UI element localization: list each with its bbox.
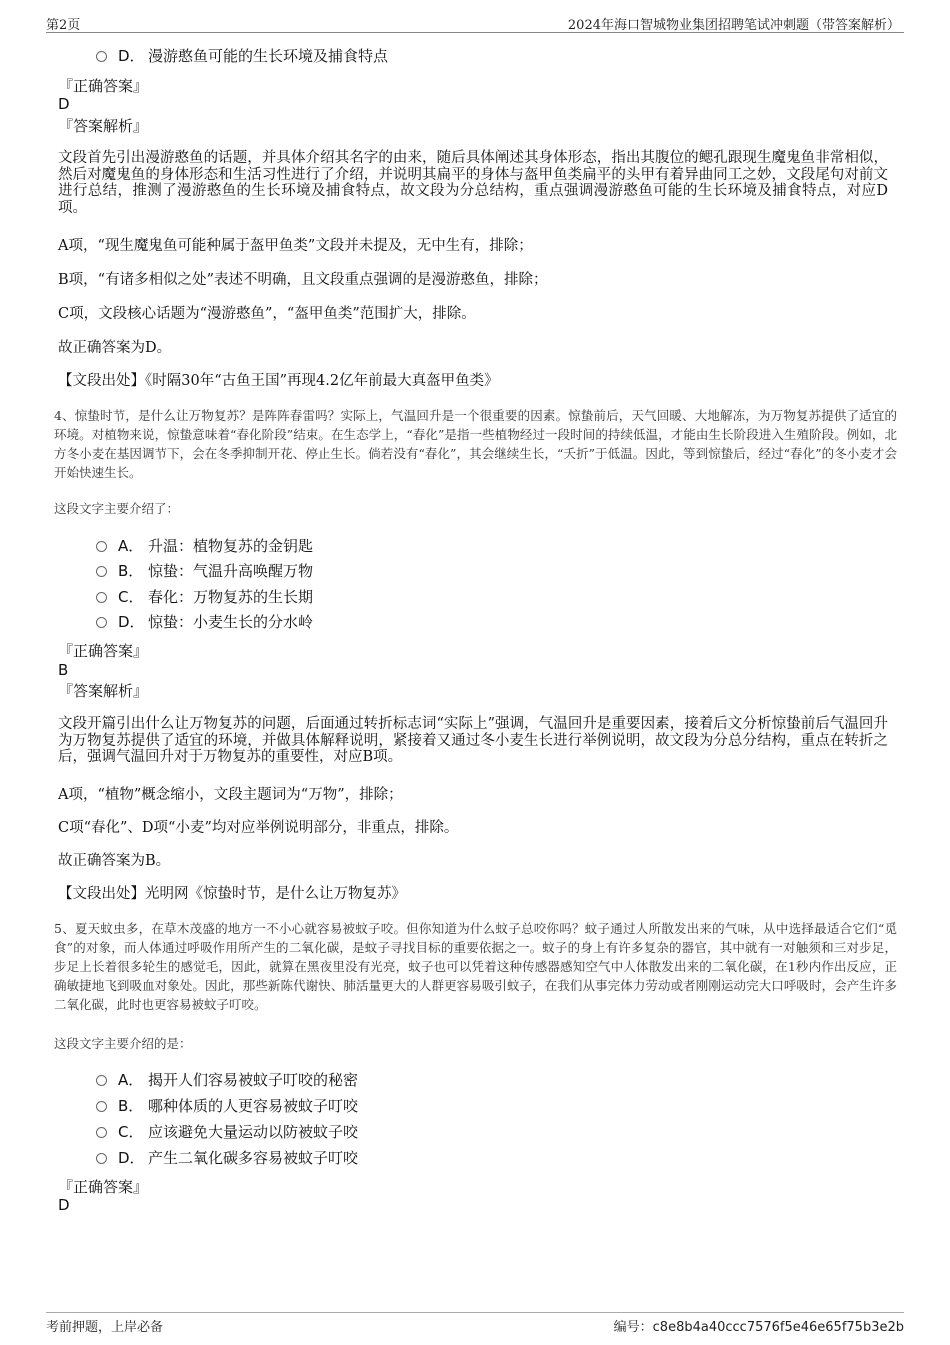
q4-option-a[interactable]: A． 升温：植物复苏的金钥匙 [96, 535, 313, 557]
radio-icon[interactable] [96, 541, 107, 552]
q5-question-text: 5、夏天蚊虫多，在草木茂盛的地方一不小心就容易被蚊子咬。但你知道为什么蚊子总咬你吗？蚊子通过人所散发出来的气味，从中选择最适合它们“觅食”的对象，而人体通过呼吸作用所产生的二氧化碳，是蚊子寻找目标的重要依据之一。蚊子的身上有许多复杂的器官，其中就有一对触须和三对步足，步足上长着很多轮生的感觉毛，因此，就算在黑夜里没有光亮，蚊子也可以凭着这种传感器感知空气中人体散发出来的二氧化碳，在1秒内作出反应，正确敏捷地飞到吸血对象处。因此，那些新陈代谢快、肺活量更大的人群更容易吸引蚊子，在我们从事完体力劳动或者刚刚运动完大口呼吸时，会产生许多二氧化碳，此时也更容易被蚊子叮咬。 [54, 921, 897, 1012]
q5-prompt: 这段文字主要介绍的是： [54, 1036, 192, 1051]
q3-answer-label: 『正确答案』 [58, 77, 149, 95]
footer-slogan: 考前押题，上岸必备 [46, 1320, 164, 1335]
q5-answer: D [58, 1196, 70, 1214]
q4-analysis-label: 『答案解析』 [58, 682, 149, 700]
q3-option-d[interactable]: D． 漫游憨鱼可能的生长环境及捕食特点 [96, 45, 388, 67]
q5-option-b[interactable]: B． 哪种体质的人更容易被蚊子叮咬 [96, 1095, 358, 1117]
document-id [614, 1316, 904, 1335]
page-header [46, 14, 904, 33]
q3-source: 【文段出处】《时隔30年“古鱼王国”再现4.2亿年前最大真盔甲鱼类》 [58, 373, 499, 389]
document-title: 2024年海口智城物业集团招聘笔试冲刺题（带答案解析） [567, 18, 900, 33]
q3-analysis-b: B项，“有诸多相似之处”表述不明确，且文段重点强调的是漫游憨鱼，排除； [58, 272, 548, 288]
radio-icon[interactable] [96, 592, 107, 603]
document-id-label: 编号： [613, 1320, 653, 1335]
q4-answer: B [58, 661, 69, 679]
q5-answer-label: 『正确答案』 [58, 1178, 149, 1196]
q3-analysis-c: C项，文段核心话题为“漫游憨鱼”，“盔甲鱼类”范围扩大，排除。 [58, 306, 476, 322]
q4-analysis: 文段开篇引出什么让万物复苏的问题，后面通过转折标志词“实际上”强调，气温回升是重要因素，接着后文分析惊蛰前后气温回升为万物复苏提供了适宜的环境，并做具体解释说明，紧接着又通过冬小麦生长进行举例说明，故文段为分总分结构，重点在转折之后，强调气温回升对于万物复苏的重要性，对应B项。 [58, 716, 888, 765]
radio-icon[interactable] [96, 1075, 107, 1086]
q4-analysis-cd: C项“春化”、D项“小麦”均对应举例说明部分，非重点，排除。 [58, 820, 459, 836]
q3-analysis-a: A项，“现生魔鬼鱼可能种属于盔甲鱼类”文段并未提及，无中生有，排除； [58, 238, 533, 254]
q5-option-a[interactable]: A． 揭开人们容易被蚊子叮咬的秘密 [96, 1069, 358, 1091]
q3-analysis-label: 『答案解析』 [58, 117, 149, 135]
page-number: 第2页 [46, 18, 81, 33]
page-footer [46, 1312, 904, 1337]
q4-conclusion: 故正确答案为B。 [58, 853, 171, 869]
document-id-value: c8e8b4a40ccc7576f5e46e65f75b3e2b [652, 1320, 904, 1335]
q3-conclusion: 故正确答案为D。 [58, 340, 172, 356]
q4-answer-label: 『正确答案』 [58, 642, 149, 660]
q4-option-d[interactable]: D． 惊蛰：小麦生长的分水岭 [96, 611, 313, 633]
radio-icon[interactable] [96, 617, 107, 628]
q4-source: 【文段出处】光明网《惊蛰时节，是什么让万物复苏》 [58, 886, 406, 902]
q5-option-d[interactable]: D． 产生二氧化碳多容易被蚊子叮咬 [96, 1147, 358, 1169]
q4-prompt: 这段文字主要介绍了： [54, 501, 180, 516]
q4-option-c[interactable]: C． 春化：万物复苏的生长期 [96, 586, 313, 608]
radio-icon[interactable] [96, 566, 107, 577]
radio-icon[interactable] [96, 1101, 107, 1112]
q5-option-c[interactable]: C． 应该避免大量运动以防被蚊子咬 [96, 1121, 358, 1143]
radio-icon[interactable] [96, 51, 107, 62]
q4-analysis-a: A项，“植物”概念缩小，文段主题词为“万物”，排除； [58, 787, 403, 803]
q3-analysis: 文段首先引出漫游憨鱼的话题，并具体介绍其名字的由来，随后具体阐述其身体形态，指出其腹位的鳃孔跟现生魔鬼鱼非常相似，然后对魔鬼鱼的身体形态和生活习性进行了介绍，并说明其扁平的身体与盔甲鱼类扁平的头甲有着异曲同工之妙，文段尾句对前文进行总结，推测了漫游憨鱼的生长环境及捕食特点，故文段为分总结构，重点强调漫游憨鱼可能的生长环境及捕食特点，对应D项。 [58, 150, 888, 216]
radio-icon[interactable] [96, 1127, 107, 1138]
q4-option-b[interactable]: B． 惊蛰：气温升高唤醒万物 [96, 560, 313, 582]
q4-question-text: 4、惊蛰时节，是什么让万物复苏？是阵阵春雷吗？实际上，气温回升是一个很重要的因素。惊蛰前后，天气回暖、大地解冻，为万物复苏提供了适宜的环境。对植物来说，惊蛰意味着“春化阶段”结束。在生态学上，“春化”是指一些植物经过一段时间的持续低温，才能由生长阶段进入生殖阶段。例如，北方冬小麦在基因调节下，会在冬季抑制开花、停止生长。倘若没有“春化”，其会继续生长，“夭折”于低温。因此，等到惊蛰后，经过“春化”的冬小麦才会开始快速生长。 [54, 408, 897, 480]
radio-icon[interactable] [96, 1153, 107, 1164]
q3-answer: D [58, 95, 70, 113]
